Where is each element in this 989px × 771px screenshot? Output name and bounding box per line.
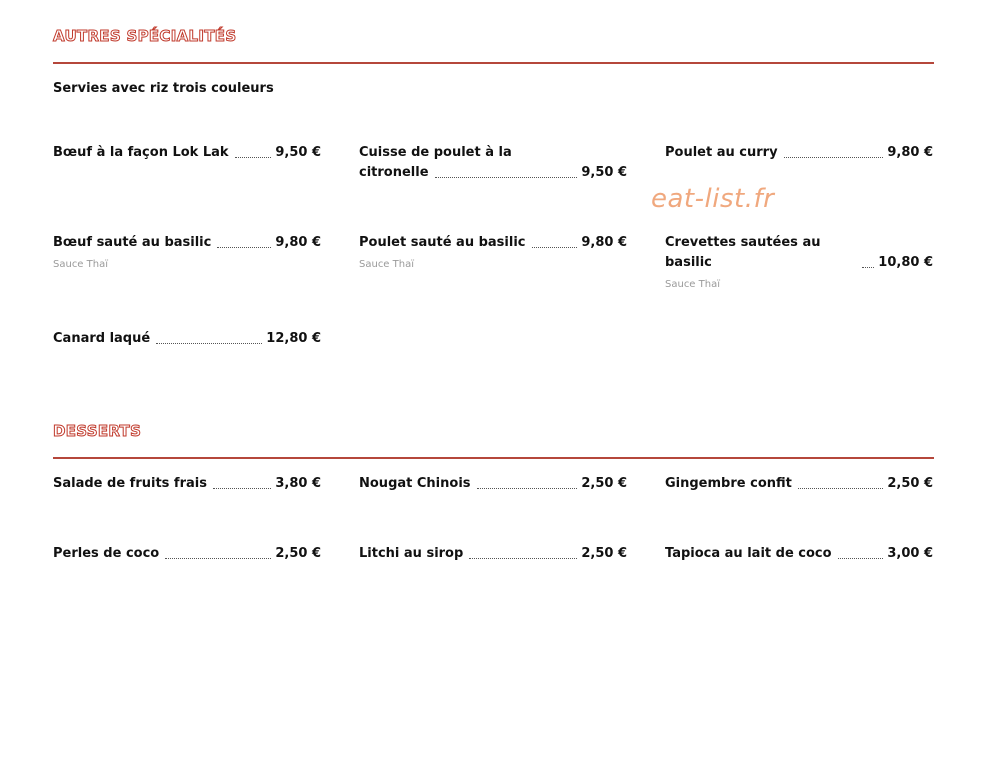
- section-divider: [53, 457, 934, 459]
- dot-leader: [862, 266, 874, 268]
- menu-item: [665, 233, 933, 290]
- dot-leader: [156, 342, 262, 344]
- menu-item-note: Sauce Thaï: [53, 259, 108, 270]
- menu-item-price: 2,50 €: [581, 546, 627, 561]
- dot-leader: [435, 176, 578, 178]
- dot-leader: [213, 487, 271, 489]
- menu-item-name: Tapioca au lait de coco: [665, 546, 832, 561]
- dot-leader: [469, 557, 577, 559]
- menu-item: [53, 143, 321, 163]
- menu-item-name: Nougat Chinois: [359, 476, 471, 491]
- menu-item-name: Canard laqué: [53, 331, 151, 346]
- menu-item-note: Sauce Thaï: [665, 279, 720, 290]
- menu-item: [53, 329, 321, 349]
- dot-leader: [838, 557, 884, 559]
- menu-item-price: 9,80 €: [887, 145, 933, 160]
- dot-leader: [165, 557, 271, 559]
- section-divider: [53, 62, 934, 64]
- menu-item-price: 2,50 €: [887, 476, 933, 491]
- dot-leader: [532, 246, 578, 248]
- menu-item-name: Perles de coco: [53, 546, 160, 561]
- dot-leader: [798, 487, 883, 489]
- menu-item-price: 2,50 €: [581, 476, 627, 491]
- dot-leader: [217, 246, 271, 248]
- menu-item-note: Sauce Thaï: [359, 259, 414, 270]
- menu-item: [359, 544, 627, 564]
- menu-item-price: 3,00 €: [887, 546, 933, 561]
- dot-leader: [784, 156, 884, 158]
- menu-item-name-line2: citronelle: [359, 165, 429, 180]
- menu-item-name: Litchi au sirop: [359, 546, 464, 561]
- menu-item-price: 9,80 €: [275, 235, 321, 250]
- section-subtitle: Servies avec riz trois couleurs: [53, 81, 274, 96]
- menu-item-name: Poulet sauté au basilic: [359, 235, 526, 250]
- menu-item: [359, 233, 627, 270]
- menu-item: [53, 474, 321, 494]
- menu-item-name: Cuisse de poulet à la: [359, 145, 512, 160]
- menu-item-price: 9,50 €: [275, 145, 321, 160]
- menu-item-name: Gingembre confit: [665, 476, 792, 491]
- menu-item-name: Bœuf sauté au basilic: [53, 235, 212, 250]
- menu-item: [53, 233, 321, 270]
- menu-item: [359, 143, 627, 183]
- menu-item: [53, 544, 321, 564]
- menu-item-price: 10,80 €: [878, 255, 933, 270]
- menu-item-name: Crevettes sautées au basilic: [665, 235, 821, 270]
- menu-item-name: Poulet au curry: [665, 145, 778, 160]
- section-title-specialites: AUTRES SPÉCIALITÉS: [53, 27, 237, 45]
- menu-item-price: 9,50 €: [581, 165, 627, 180]
- menu-item-price: 2,50 €: [275, 546, 321, 561]
- menu-item: [665, 544, 933, 564]
- menu-item-price: 9,80 €: [581, 235, 627, 250]
- menu-item-name: Salade de fruits frais: [53, 476, 207, 491]
- menu-item-price: 3,80 €: [275, 476, 321, 491]
- menu-item-name: Bœuf à la façon Lok Lak: [53, 145, 229, 160]
- menu-item-price: 12,80 €: [266, 331, 321, 346]
- menu-item: [665, 474, 933, 494]
- dot-leader: [477, 487, 578, 489]
- section-title-desserts: DESSERTS: [53, 422, 142, 440]
- menu-item: [665, 143, 933, 163]
- watermark: eat-list.fr: [651, 184, 775, 214]
- menu-item: [359, 474, 627, 494]
- dot-leader: [235, 156, 272, 158]
